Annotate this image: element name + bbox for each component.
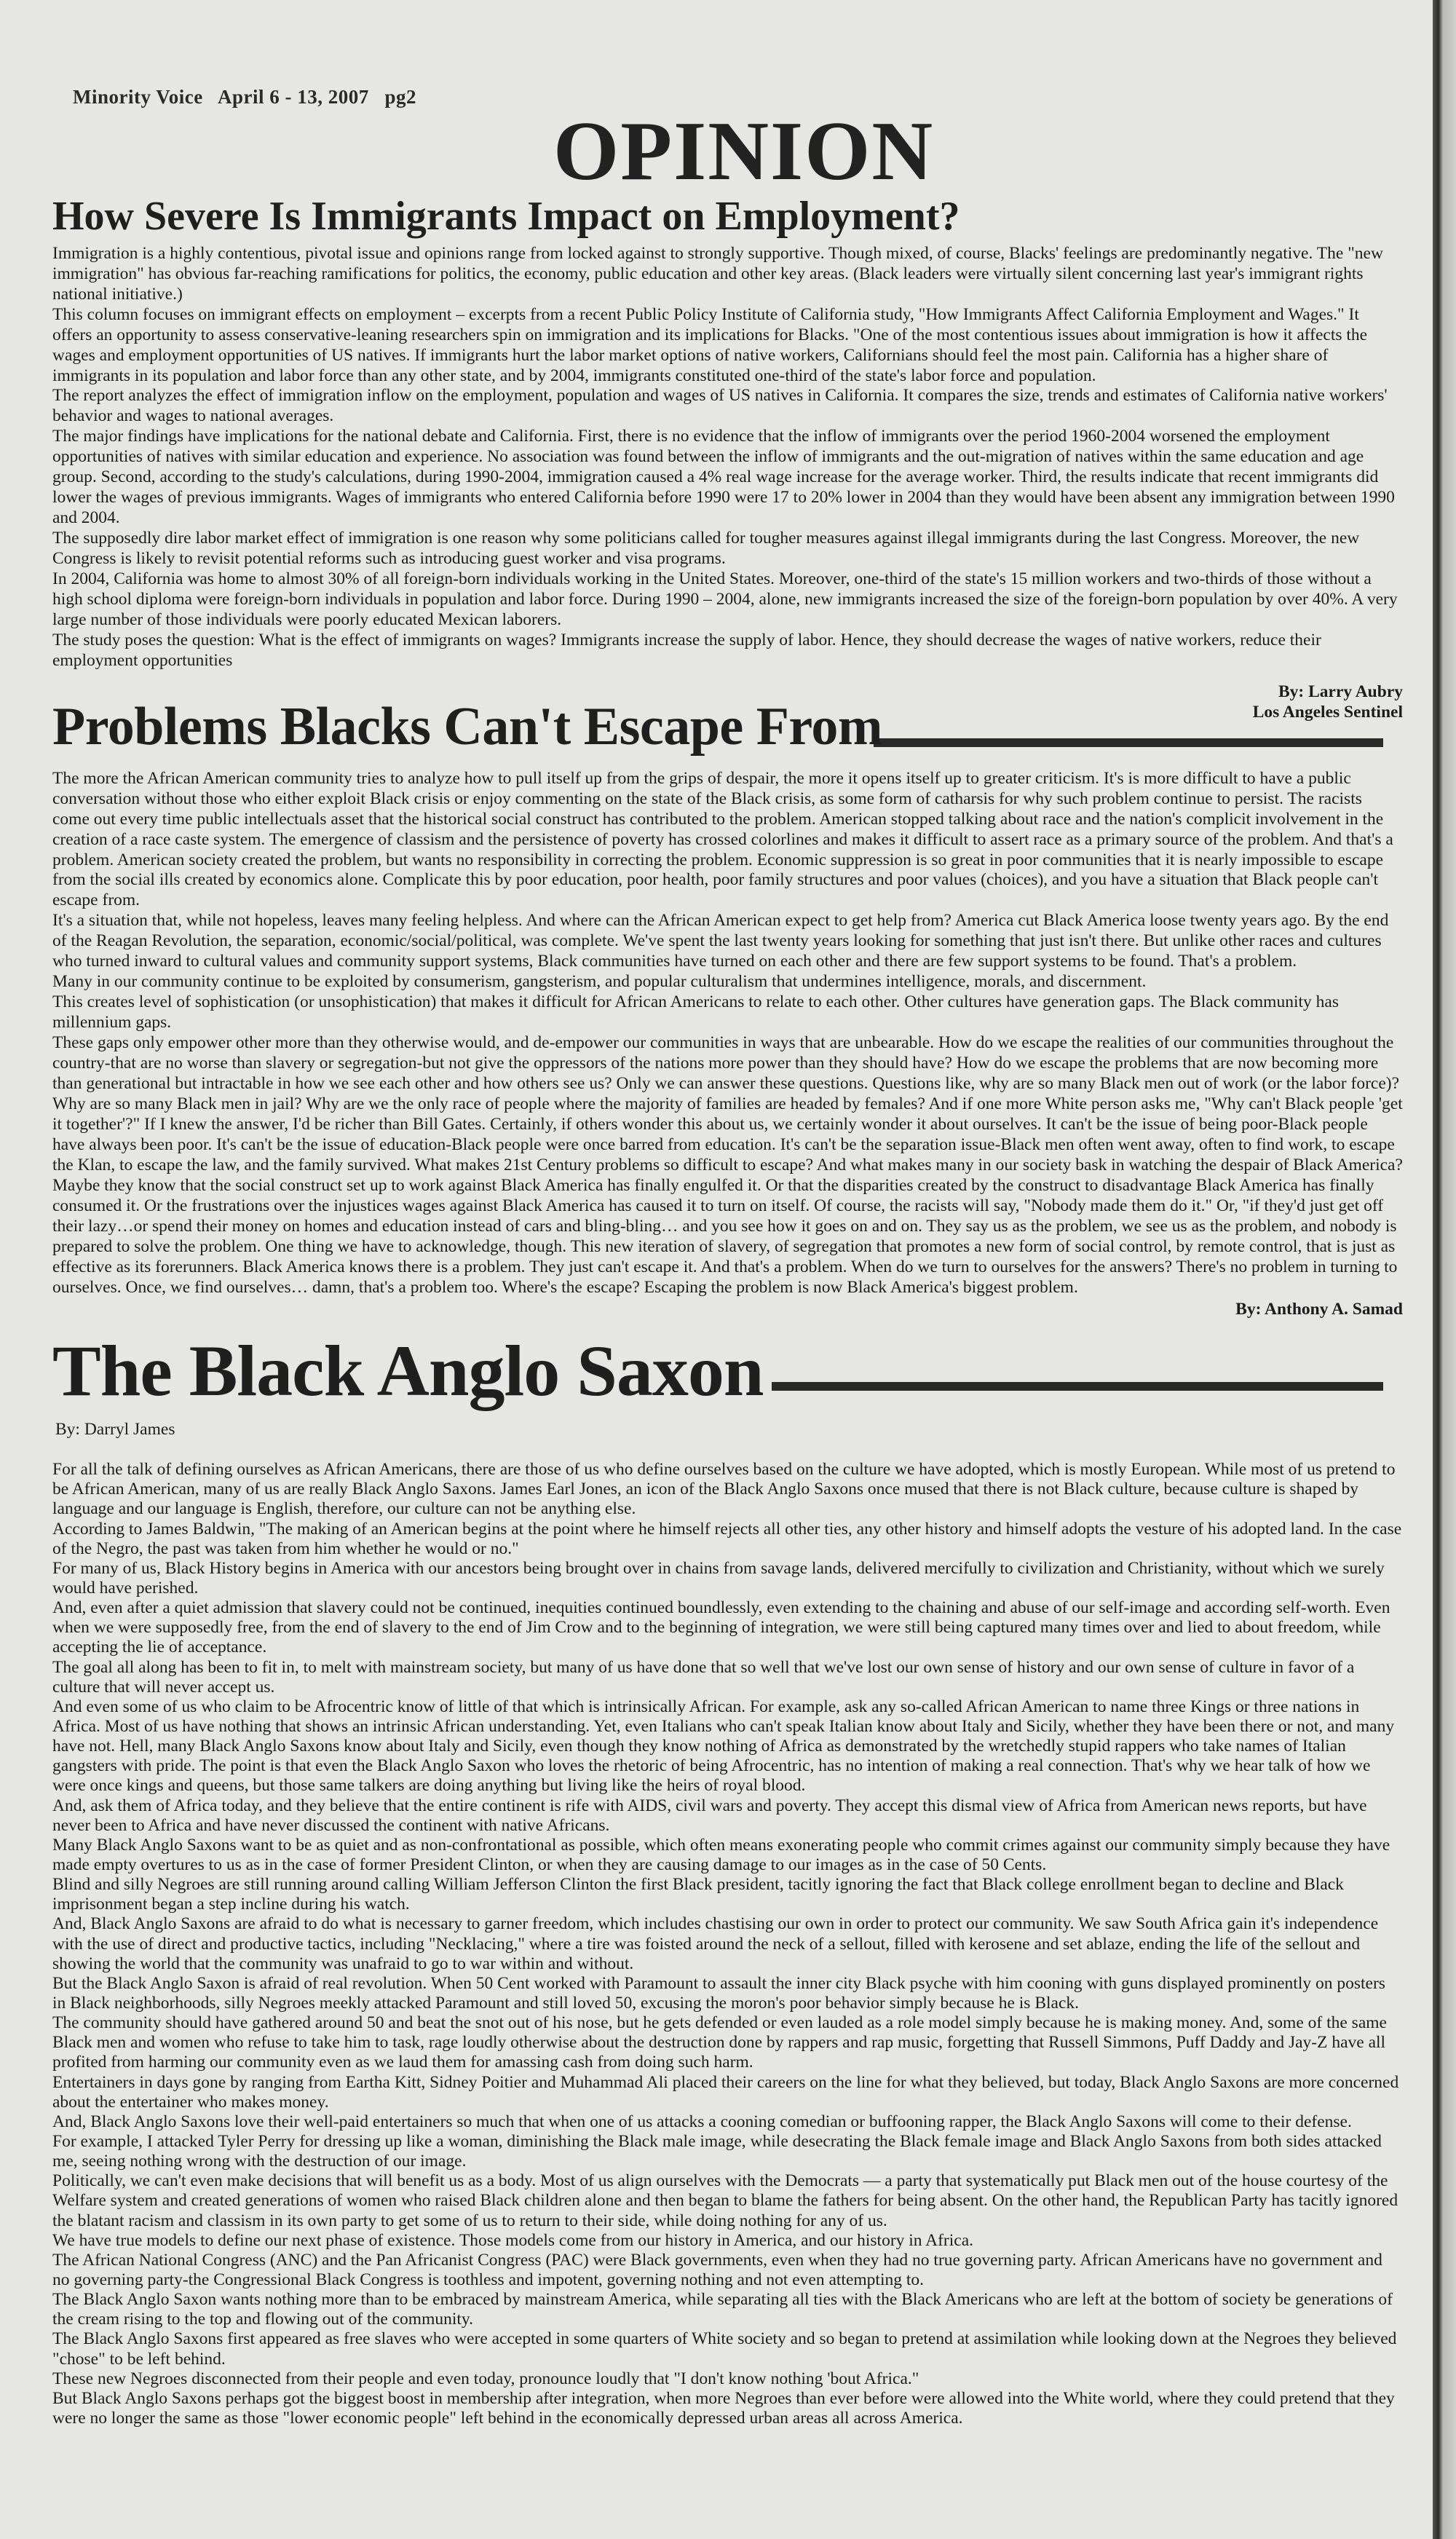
article-paragraph: This column focuses on immigrant effects on employment – excerpts from a recent Public Policy Institute of California study, "How Immigrants Affect California Employment and Wages." It offers an opportunity to assess conservative-leaning researchers spin on immigration and its implications for Blacks. "One of the most contentious issues about immigration is how it affects the wages and employment opportunities of US natives. If immigrants hurt the labor market options of native workers, Californians should feel the most pain. California has a higher share of immigrants in its population and labor force than any other state, and by 2004, immigrants constituted one-third of the state's labor force and population. <box>52 304 1368 385</box>
page-number: pg2 <box>384 86 417 108</box>
article-paragraph: This creates level of sophistication (or unsophistication) that makes it difficult for African Americans to relate to each other. Other cultures have generation gaps. The Black community has millennium gaps. <box>52 992 1339 1032</box>
article-paragraph: And, ask them of Africa today, and they believe that the entire continent is rife with AIDS, civil wars and poverty. They accept this dismal view of Africa from American news reports, but have never been to Africa and have never discussed the continent with native Africans. <box>52 1796 1367 1835</box>
article-paragraph: Immigration is a highly contentious, pivotal issue and opinions range from locked against to strongly supportive. Though mixed, of course, Blacks' feelings are predominantly negative. The "new immigration" has obvious far-reaching ramifications for politics, the economy, public education and other key areas. (Black leaders were virtually silent concerning last year's immigrant rights national initiative.) <box>52 243 1383 304</box>
article-paragraph: The supposedly dire labor market effect of immigration is one reason why some politicians called for tougher measures against illegal immigrants during the last Congress. Moreover, the new Congress is likely to revisit potential reforms such as introducing guest worker and visa programs. <box>52 529 1360 569</box>
article-paragraph: The community should have gathered around 50 and beat the snot out of his nose, but he gets defended or even lauded as a role model simply because he is making money. And, some of the same Black men and women who refuse to take him to task, rage loudly otherwise about the destruction done by rappers and rap music, forgetting that Russell Simmons, Puff Daddy and Jay-Z have all profited from harming our community even as we laud them for amassing cash from doing such harm. <box>52 2013 1387 2072</box>
article-paragraph: These gaps only empower other more than they otherwise would, and de-empower our communities in ways that are unbearable. How do we escape the realities of our communities throughout the country-that are no worse than slavery or segregation-but not give the oppressors of the nations more power than they should have? How do we escape the problems that are now becoming more than generational but intractable in how we see each other and how others see us? Only we can answer these questions. Questions like, why are so many Black men out of work (or the labor force)? Why are so many Black men in jail? Why are we the only race of people where the majority of families are headed by females? And if one more White person asks me, "Why can't Black people 'get it together'?" If I knew the answer, I'd be richer than Bill Gates. Certainly, if others wonder this about us, we certainly wonder it about ourselves. It can't be the issue of being poor-Black people have always been poor. It's can't be the issue of education-Black people were once barred from education. It's can't be the separation issue-Black men often went away, often to find work, to escape the Klan, to escape the law, and the family survived. What makes 21st Century problems so difficult to escape? And what makes many in our society bask in watching the despair of Black America? Maybe they know that the social construct set up to work against Black America has finally engulfed it. Or that the disparities created by the construct to disadvantage Black America has finally consumed it. Or the frustrations over the injustices wages against Black America has caused it to turn on itself. Of course, the racists will say, "Nobody made them do it." Or, "if they'd just get off their lazy…or spend their money on homes and education instead of cars and bling-bling… and you see how it goes on and on. They say us as the problem, we see us as the problem, and nobody is prepared to solve the problem. One thing we have to acknowledge, though. This new iteration of slavery, of segregation that promotes a new form of social control, by remote control, that is just as effective as its forerunners. Black America knows there is a problem. They just can't escape it. And that's a problem. When do we turn to ourselves for the answers? There's no problem in turning to ourselves. Once, we find ourselves… damn, that's a problem too. Where's the escape? Escaping the problem is now Black America's biggest problem. <box>52 1033 1403 1297</box>
article-paragraph: It's a situation that, while not hopeless, leaves many feeling helpless. And where can the African American expect to get help from? America cut Black America loose twenty years ago. By the end of the Reagan Revolution, the separation, economic/social/political, was complete. We've spent the last twenty years looking for something that just isn't there. But unlike other races and cultures who turned inward to cultural values and community support systems, Black communities have turned on each other and there are few support systems to be found. That's a problem. <box>52 911 1389 971</box>
article-body <box>52 1460 1403 2428</box>
article-paragraph: The Black Anglo Saxon wants nothing more than to be embraced by mainstream America, while separating all ties with the Black Americans who are left at the bottom of society be generations of the cream rising to the top and flowing out of the community. <box>52 2290 1393 2329</box>
article-paragraph: And, Black Anglo Saxons love their well-paid entertainers so much that when one of us attacks a cooning comedian or buffooning rapper, the Black Anglo Saxons will come to their defense. <box>52 2112 1352 2131</box>
article-paragraph: And even some of us who claim to be Afrocentric know of little of that which is intrinsically African. For example, ask any so-called African American to name three Kings or three nations in Africa. Most of us have nothing that shows an intrinsic African understanding. Yet, even Italians who can't speak Italian know about Italy and Sicily, whether they have been there or not, and many have not. Hell, many Black Anglo Saxons know about Italy and Sicily, even though they know nothing of Africa as demonstrated by the wretchedly stupid rappers who take names of Italian gangsters with pride. The point is that even the Black Anglo Saxon who loves the rhetoric of being Afrocentric, has no intention of making a real connection. That's why we hear talk of how we were once kings and queens, but those same talkers are doing anything but living like the heirs of royal blood. <box>52 1697 1395 1796</box>
article-paragraph: But Black Anglo Saxons perhaps got the biggest boost in membership after integration, when more Negroes than ever before were allowed into the White world, where they could pretend that they were no longer the same as those "lower economic people" left behind in the economically depressed urban areas all across America. <box>52 2388 1395 2428</box>
article-paragraph: The study poses the question: What is the effect of immigrants on wages? Immigrants increase the supply of labor. Hence, they should decrease the wages of native workers, reduce their employment opportunities <box>52 630 1321 670</box>
article-paragraph: In 2004, California was home to almost 30% of all foreign-born individuals working in the United States. Moreover, one-third of the state's 15 million workers and two-thirds of those without a high school diploma were foreign-born individuals in population and labor force. During 1990 – 2004, alone, new immigrants increased the size of the foreign-born population by over 40%. A very large number of those individuals were poorly educated Mexican laborers. <box>52 569 1398 629</box>
section-title: OPINION <box>553 105 935 198</box>
article-paragraph: The goal all along has been to fit in, to melt with mainstream society, but many of us have done that so well that we've lost our own sense of history and our own sense of culture in favor of a culture that will never accept us. <box>52 1657 1355 1697</box>
article-paragraph: The report analyzes the effect of immigration inflow on the employment, population and wages of US natives in California. It compares the size, trends and estimates of California native workers' behavior and wages to national averages. <box>52 386 1388 426</box>
article-paragraph: For example, I attacked Tyler Perry for dressing up like a woman, diminishing the Black male image, while desecrating the Black female image and Black Anglo Saxons from both sides attacked me, seeing nothing wrong with the destruction of our image. <box>52 2131 1382 2171</box>
article-paragraph: But the Black Anglo Saxon is afraid of real revolution. When 50 Cent worked with Paramount to assault the inner city Black psyche with him cooning with guns displayed prominently on posters in Black neighborhoods, silly Negroes meekly attacked Paramount and still loved 50, excusing the moron's poor behavior simply because he is Black. <box>52 1973 1385 2013</box>
article-paragraph: For all the talk of defining ourselves as African Americans, there are those of us who define ourselves based on the culture we have adopted, which is mostly European. While most of us pretend to be African American, many of us are really Black Anglo Saxons. James Earl Jones, an icon of the Black Anglo Saxons once mused that there is not Black culture, because culture is shaped by language and our language is English, therefore, our culture can not be anything else. <box>52 1460 1396 1519</box>
article-paragraph: According to James Baldwin, "The making of an American begins at the point where he himself rejects all other ties, any other history and himself adopts the vesture of his adopted land. In the case of the Negro, the past was taken from him whether he would or no." <box>52 1519 1402 1558</box>
issue-dates: April 6 - 13, 2007 <box>218 86 369 108</box>
article-body <box>52 244 1403 671</box>
article-body <box>52 769 1403 1298</box>
article-paragraph: Entertainers in days gone by ranging from Eartha Kitt, Sidney Poitier and Muhammad Ali placed their careers on the line for what they believed, but today, Black Anglo Saxons are more concerned about the entertainer who makes money. <box>52 2072 1399 2112</box>
byline-author: By: Larry Aubry <box>1278 682 1403 701</box>
article-paragraph: Many Black Anglo Saxons want to be as quiet and as non-confrontational as possible, which often means exonerating people who commit crimes against our community simply because they have made empty overtures to us as in the case of former President Clinton, or when they are causing damage to our images as in the case of 50 Cents. <box>52 1835 1390 1874</box>
article-paragraph: And, even after a quiet admission that slavery could not be continued, inequities continued boundlessly, even extending to the chaining and abuse of our self-image and according self-worth. Even when we were supposedly free, from the end of slavery to the end of Jim Crow and to the beginning of integration, we were still being captured many times over and lied to about freedom, while accepting the lie of acceptance. <box>52 1598 1390 1657</box>
article-headline: The Black Anglo Saxon <box>52 1330 764 1411</box>
masthead <box>73 86 416 108</box>
article-paragraph: Politically, we can't even make decisions that will benefit us as a body. Most of us align ourselves with the Democrats — a party that systematically put Black men out of the house courtesy of the Welfare system and created generations of women who raised Black children alone and then began to blame the fathers for being absent. On the other hand, the Republican Party has tacitly ignored the blatant racism and classism in its own party to get some of us to return to their side, while doing nothing for any of us. <box>52 2171 1398 2230</box>
article-byline: By: Anthony A. Samad <box>1235 1300 1403 1319</box>
article-paragraph: For many of us, Black History begins in America with our ancestors being brought over in chains from savage lands, delivered mercifully to civilization and Christianity, without which we surely would have perished. <box>52 1558 1385 1598</box>
article-paragraph: The major findings have implications for the national debate and California. First, there is no evidence that the inflow of immigrants over the period 1960-2004 worsened the employment opportunities of natives with similar education and experience. No association was found between the inflow of immigrants and the out-migration of natives within the same education and age group. Second, according to the study's calculations, during 1990-2004, immigration caused a 4% real wage increase for the average worker. Third, the results indicate that recent immigrants did lower the wages of previous immigrants. Wages of immigrants who entered California before 1990 were 17 to 20% lower in 2004 than they would have been absent any immigration between 1990 and 2004. <box>52 427 1395 528</box>
article-immigrants-employment <box>52 195 1403 722</box>
article-black-anglo-saxon <box>52 1332 1403 2428</box>
article-paragraph: These new Negroes disconnected from their people and even today, pronounce loudly that "I don't know nothing 'bout Africa." <box>52 2369 919 2388</box>
byline-source: Los Angeles Sentinel <box>1252 703 1403 722</box>
article-paragraph: The more the African American community tries to analyze how to pull itself up from the grips of despair, the more it opens itself up to greater criticism. It's is more difficult to have a public conversation without those who either exploit Black crisis or enjoy commenting on the state of the Black crisis, as some form of catharsis for why such problem continue to persist. The racists come out every time public intellectuals asset that the historical social construct has contributed to the problem. American stopped talking about race and the nation's complicit involvement in the creation of a race caste system. The emergence of classism and the persistence of poverty has crossed colorlines and makes it difficult to assert race as a primary source of the problem. And that's a problem. American society created the problem, but wants no responsibility in correcting the problem. Economic suppression is so great in poor communities that it is nearly impossible to escape from the social ills created by economics alone. Complicate this by poor education, poor health, poor family structures and poor values (choices), and you have a situation that Black people can't escape from. <box>52 768 1393 910</box>
article-paragraph: The African National Congress (ANC) and the Pan Africanist Congress (PAC) were Black governments, even when they had no true governing party. African Americans have no government and no governing party-the Congressional Black Congress is toothless and impotent, governing nothing and not even attempting to. <box>52 2250 1382 2289</box>
page-edge <box>1433 0 1456 2539</box>
article-headline: How Severe Is Immigrants Impact on Employment? <box>52 194 960 239</box>
article-paragraph: Blind and silly Negroes are still running around calling William Jefferson Clinton the first Black president, tacitly ignoring the fact that Black college enrollment began to decline and Black imprisonment began a step incline during his watch. <box>52 1875 1344 1914</box>
article-paragraph: The Black Anglo Saxons first appeared as free slaves who were accepted in some quarters of White society and so began to pretend at assimilation while looking down at the Negroes they believed "chose" to be left behind. <box>52 2329 1397 2369</box>
article-problems-blacks <box>52 699 1403 1320</box>
article-byline: By: Darryl James <box>55 1420 175 1439</box>
article-paragraph: Many in our community continue to be exploited by consumerism, gangsterism, and popular culturalism that undermines intelligence, morals, and discernment. <box>52 972 1147 992</box>
article-headline: Problems Blacks Can't Escape From <box>52 697 883 757</box>
publication-name: Minority Voice <box>73 86 203 108</box>
article-paragraph: We have true models to define our next phase of existence. Those models come from our history in America, and our history in Africa. <box>52 2230 974 2250</box>
article-paragraph: And, Black Anglo Saxons are afraid to do what is necessary to garner freedom, which includes chastising our own in order to protect our community. We saw South Africa gain it's independence with the use of direct and productive tactics, including "Necklacing," where a tire was foisted around the neck of a sellout, filled with kerosene and set ablaze, ending the life of the sellout and showing the world that the community was unafraid to go to war within and without. <box>52 1914 1379 1973</box>
